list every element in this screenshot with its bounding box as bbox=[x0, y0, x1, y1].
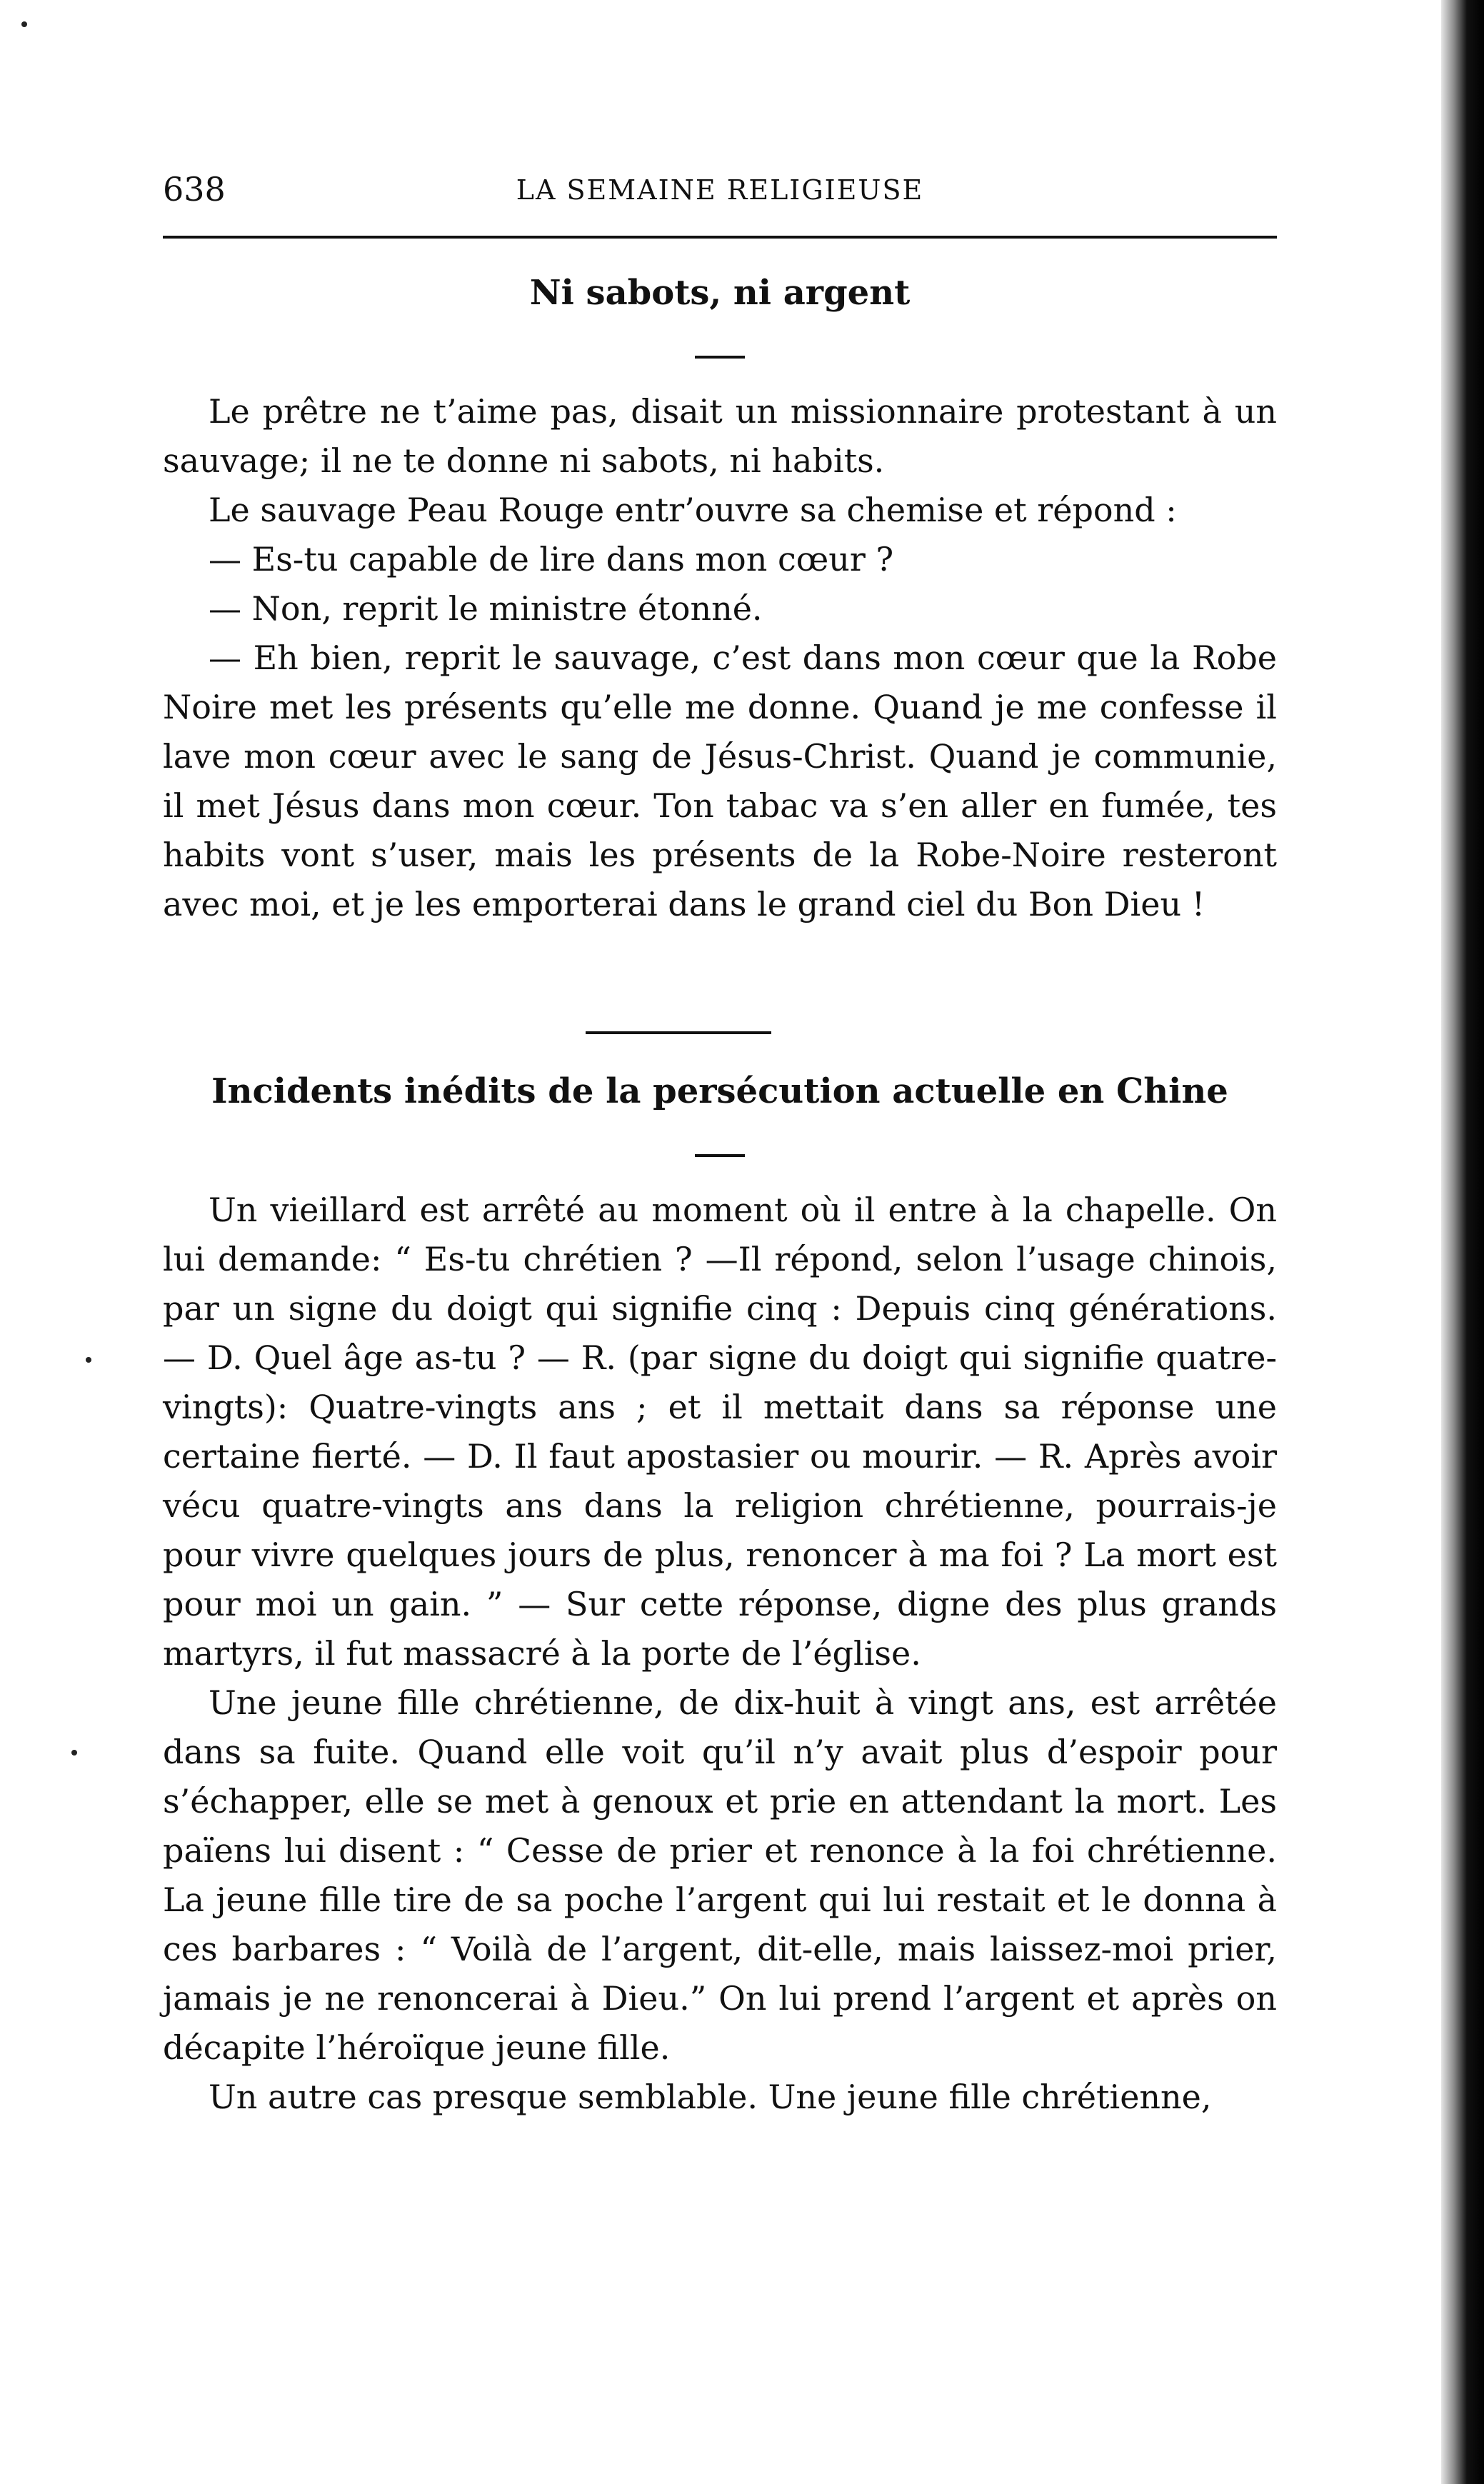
paragraph: — Es-tu capable de lire dans mon cœur ? bbox=[209, 540, 894, 579]
article-body bbox=[163, 1186, 1277, 2122]
paragraph: Une jeune fille chrétienne, de dix-huit à vingt ans, est arrêtée dans sa fuite. Quand elle voit qu’il n’y avait plus d’espoir pour s’échapper, elle se met à genoux et prie en attendant la mort. Les païens lui disent : “ Cesse de prier et renonce à la foi chrétienne. La jeune fille tire de sa poche l’argent qui lui restait et le donna à ces barbares : “ Voilà de l’argent, dit-elle, mais laissez-moi prier, jamais je ne renoncerai à Dieu.” On lui prend l’argent et après on décapite l’héroïque jeune fille. bbox=[163, 1683, 1277, 2067]
article-ni-sabots bbox=[163, 273, 1277, 929]
article-title: Ni sabots, ni argent bbox=[529, 273, 911, 313]
paragraph: Un vieillard est arrêté au moment où il entre à la chapelle. On lui demande: “ Es-tu chrétien ? —Il répond, selon l’usage chinois, par un signe du doigt qui signifie cinq : Depuis cinq générations. — D. Quel âge as-tu ? — R. (par signe du doigt qui signifie quatre-vingts): Quatre-vingts ans ; et il mettait dans sa réponse une certaine fierté. — D. Il faut apostasier ou mourir. — R. Après avoir vécu quatre-vingts ans dans la religion chrétienne, pourrais-je pour vivre quelques jours de plus, renoncer à ma foi ? La mort est pour moi un gain. ” — Sur cette réponse, digne des plus grands martyrs, il fut massacré à la porte de l’église. bbox=[163, 1191, 1277, 1673]
paragraph: Un autre cas presque semblable. Une jeune fille chrétienne, bbox=[209, 2078, 1212, 2116]
paragraph: — Eh bien, reprit le sauvage, c’est dans mon cœur que la Robe Noire met les présents qu’elle me donne. Quand je me confesse il lave mon cœur avec le sang de Jésus-Christ. Quand je communie, il met Jésus dans mon cœur. Ton tabac va s’en aller en fumée, tes habits vont s’user, mais les présents de la Robe-Noire resteront avec moi, et je les emporterai dans le grand ciel du Bon Dieu ! bbox=[163, 638, 1277, 923]
scan-speck bbox=[21, 21, 27, 27]
title-dash bbox=[695, 356, 745, 359]
page-number: 638 bbox=[163, 170, 226, 209]
paragraph: Le sauvage Peau Rouge entr’ouvre sa chemise et répond : bbox=[209, 491, 1177, 529]
header-rule bbox=[163, 236, 1277, 239]
paragraph: — Non, reprit le ministre étonné. bbox=[209, 589, 763, 628]
running-title: LA SEMAINE RELIGIEUSE bbox=[516, 174, 924, 206]
scan-speck bbox=[71, 1750, 77, 1756]
page-header bbox=[163, 170, 1277, 220]
paragraph: Le prêtre ne t’aime pas, disait un missionnaire protestant à un sauvage; il ne te donne ni sabots, ni habits. bbox=[163, 392, 1277, 480]
section-separator bbox=[586, 1031, 771, 1034]
article-title: Incidents inédits de la persécution actuelle en Chine bbox=[211, 1071, 1228, 1111]
scan-speck bbox=[86, 1357, 91, 1363]
title-dash bbox=[695, 1154, 745, 1157]
article-body bbox=[163, 387, 1277, 929]
article-persecution-chine bbox=[163, 1071, 1277, 2122]
page-edge-shadow bbox=[1441, 0, 1484, 2484]
